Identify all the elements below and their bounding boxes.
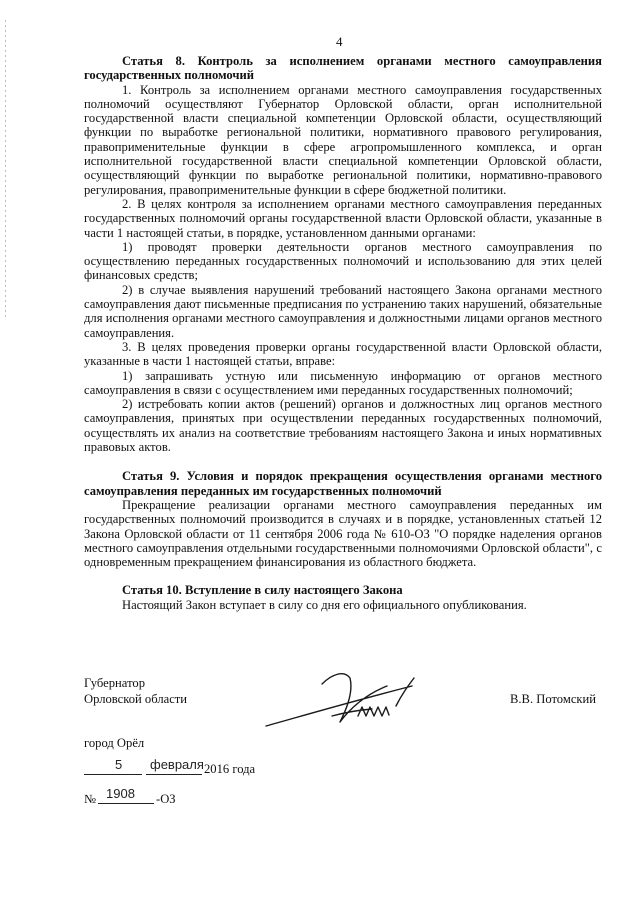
law-number: 1908: [106, 786, 135, 801]
governor-title-line-2: Орловской области: [84, 692, 188, 706]
article-8-heading: Статья 8. Контроль за исполнением органами местного самоуправления государственных полномочий: [84, 54, 602, 83]
article-8-paragraph-3-item-2: 2) истребовать копии актов (решений) органов и должностных лиц органов местного самоуправления, принятых при осуществлении переданных государственных полномочий, осуществлять их анализ на соответствие требованиям настоящего Закона и иных нормативных правовых актов.: [84, 397, 602, 455]
date-year: 2016 года: [204, 762, 256, 776]
spacer: [84, 454, 602, 469]
article-8-paragraph-3-item-1: 1) запрашивать устную или письменную информацию от органов местного самоуправления в связи с осуществлением ими переданных государственных полномочий;: [84, 368, 602, 397]
page-number: 4: [336, 34, 343, 49]
law-number-prefix: №: [84, 792, 97, 806]
article-8-paragraph-2-item-1: 1) проводят проверки деятельности органов местного самоуправления по осуществлению переданных государственных полномочий и использованию для этих целей финансовых средств;: [84, 239, 602, 283]
date-month-underline: [146, 774, 202, 775]
governor-name: В.В. Потомский: [510, 692, 597, 706]
date-day: 5: [115, 757, 123, 772]
article-10-paragraph-1: Настоящий Закон вступает в силу со дня его официального опубликования.: [122, 597, 527, 612]
governor-title-line-1: Губернатор: [84, 676, 145, 690]
article-8-paragraph-3: 3. В целях проведения проверки органы государственной власти Орловской области, указанные в части 1 настоящей статьи, вправе:: [84, 339, 602, 369]
city-name: город Орёл: [84, 736, 145, 750]
law-number-underline: [98, 803, 154, 804]
law-number-suffix: -ОЗ: [156, 792, 176, 806]
article-8-paragraph-2: 2. В целях контроля за исполнением органами местного самоуправления переданных государственных полномочий органы государственной власти Орловской области, указанные в части 1 настоящей статьи, в порядке, установленном данными органами:: [84, 196, 602, 240]
article-9-heading: Статья 9. Условия и порядок прекращения осуществления органами местного самоуправления переданных им государственных полномочий: [84, 469, 602, 498]
article-9-paragraph-1: Прекращение реализации органами местного самоуправления переданных им государственных полномочий производится в случаях и в порядке, установленных статьей 12 Закона Орловской области от 11 сентября 2006 года № 610-ОЗ "О порядке наделения органов местного самоуправления отдельными государственными полномочиями Орловской области", с одновременным прекращением финансирования из областного бюджета.: [84, 497, 602, 570]
handwritten-signature: [262, 664, 442, 734]
date-day-underline: [84, 774, 142, 775]
article-8-paragraph-2-item-2: 2) в случае выявления нарушений требований настоящего Закона органами местного самоуправления дают письменные предписания по устранению таких нарушений, обязательные для исполнения органами местного самоуправления и должностными лицами органов местного самоуправления.: [84, 282, 602, 340]
spacer: [84, 569, 602, 583]
article-8-paragraph-1: 1. Контроль за исполнением органами местного самоуправления государственных полномочий осуществляют Губернатор Орловской области, орган исполнительной государственной власти специальной компетенции Орловской области, осуществляющий функции по выработке региональной политики, нормативного правового регулирования, правоприменительные функции в сфере агропромышленного комплекса, и орган исполнительной государственной власти специальной компетенции Орловской области, осуществляющий функции по выработке региональной политики, нормативно-правового регулирования, правоприменительные функции в сфере бюджетной политики.: [84, 82, 602, 197]
article-10-heading: Статья 10. Вступление в силу настоящего Закона: [122, 583, 403, 598]
document-body: [84, 54, 602, 612]
date-month: февраля: [150, 757, 204, 772]
scan-edge-marks: [5, 20, 6, 320]
